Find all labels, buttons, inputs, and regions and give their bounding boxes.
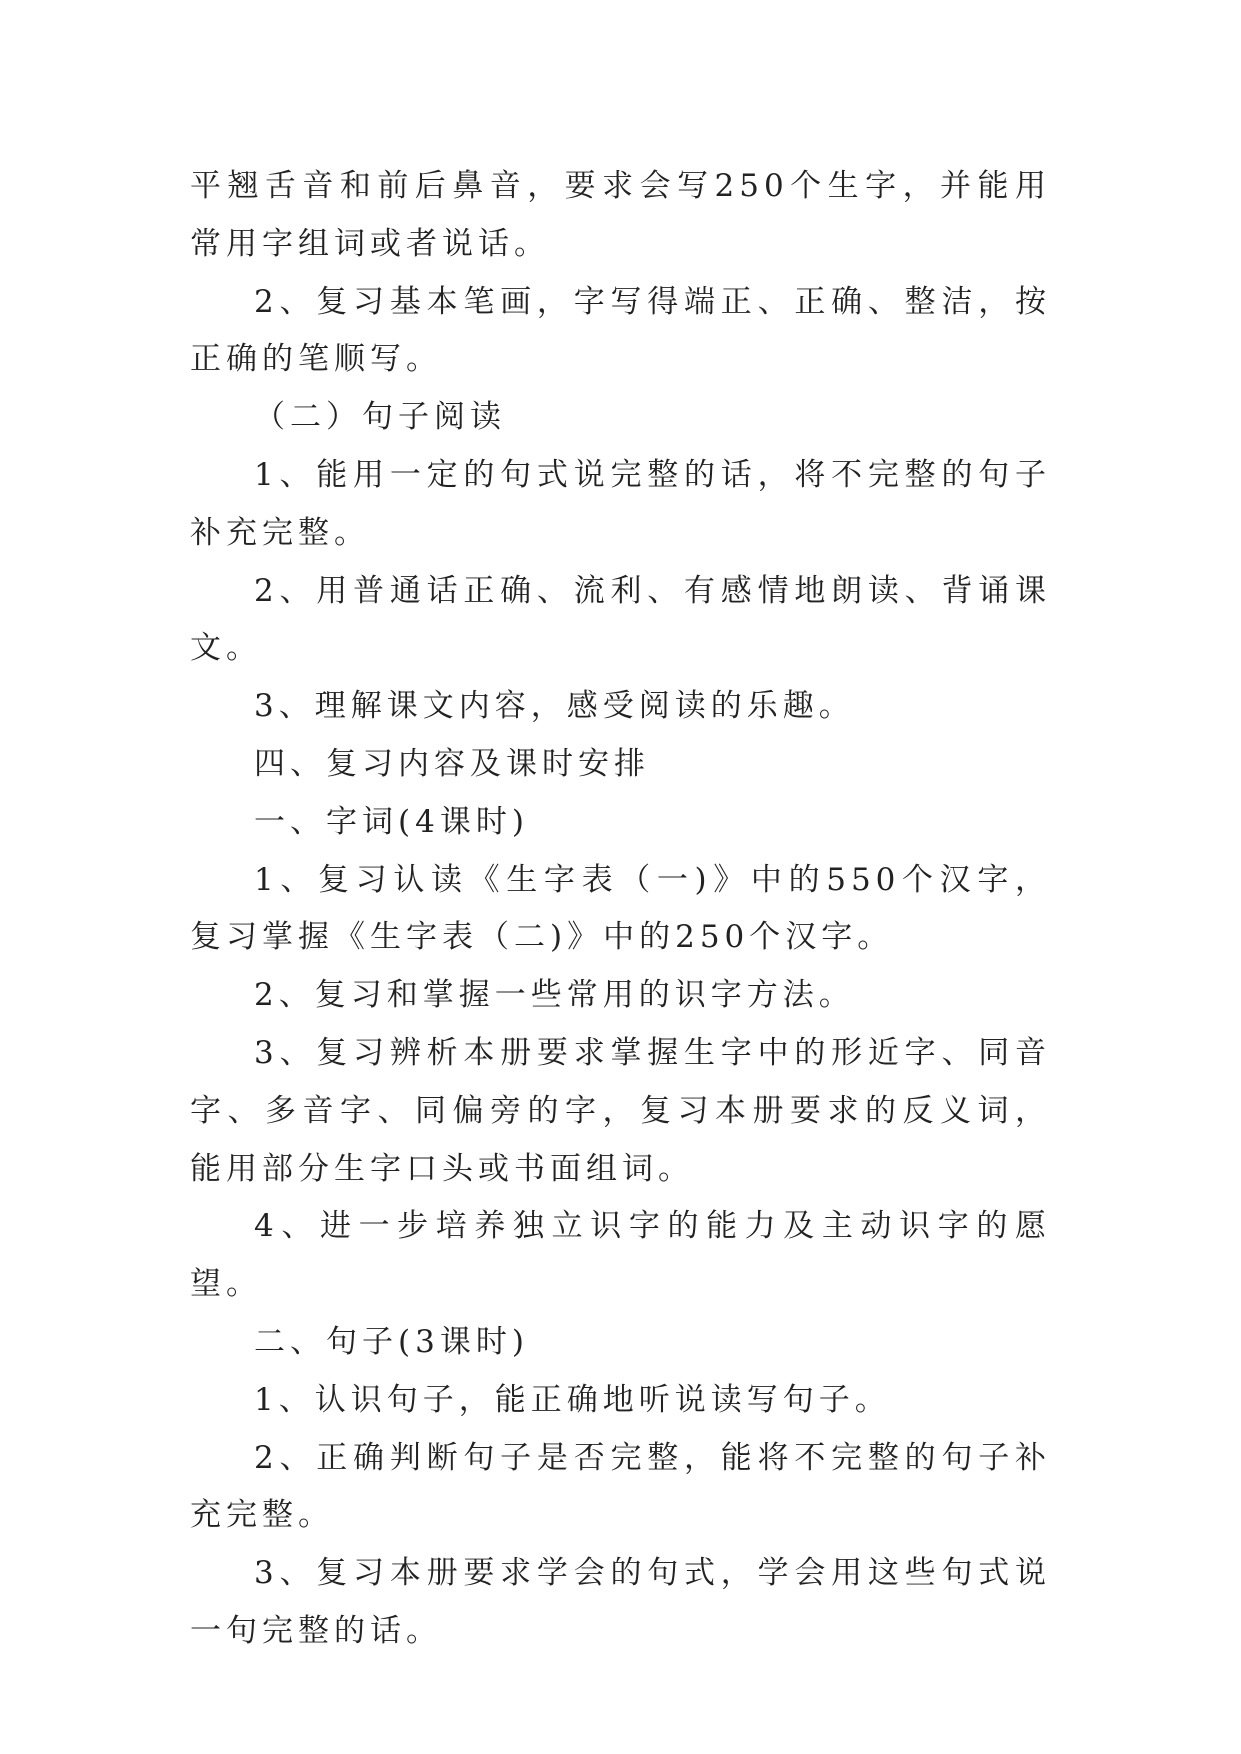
paragraph-item: 3、复习辨析本册要求掌握生字中的形近字、同音字、多音字、同偏旁的字，复习本册要求的反义词，能用部分生字口头或书面组词。 bbox=[190, 1034, 1051, 1187]
paragraph-item: 1、复习认读《生字表（一)》中的550个汉字， 复习掌握《生字表（二)》中的250个汉字。 bbox=[190, 861, 1051, 956]
paragraph-item: 1、能用一定的句式说完整的话，将不完整的句子补充完整。 bbox=[190, 456, 1051, 551]
section-subheading: （二）句子阅读 bbox=[254, 399, 506, 436]
paragraph-continuation: 平翘舌音和前后鼻音，要求会写250个生字，并能用常用字组词或者说话。 bbox=[190, 168, 1051, 262]
section-subheading: 一、字词(4课时) bbox=[254, 803, 529, 840]
paragraph-item: 2、用普通话正确、流利、有感情地朗读、背诵课文。 bbox=[190, 572, 1051, 667]
paragraph-item: 2、正确判断句子是否完整，能将不完整的句子补充完整。 bbox=[190, 1439, 1051, 1534]
section-heading: 四、复习内容及课时安排 bbox=[254, 745, 650, 782]
paragraph-item: 4、进一步培养独立识字的能力及主动识字的愿望。 bbox=[190, 1208, 1051, 1303]
paragraph-item: 1、认识句子，能正确地听说读写句子。 bbox=[254, 1381, 891, 1418]
section-subheading: 二、句子(3课时) bbox=[254, 1323, 529, 1360]
document-body bbox=[190, 158, 1051, 1661]
paragraph-item: 2、复习和掌握一些常用的识字方法。 bbox=[254, 977, 855, 1014]
paragraph-item: 2、复习基本笔画，字写得端正、正确、整洁，按正确的笔顺写。 bbox=[190, 283, 1051, 378]
paragraph-item: 3、理解课文内容，感受阅读的乐趣。 bbox=[254, 688, 855, 725]
paragraph-item: 3、复习本册要求学会的句式，学会用这些句式说一句完整的话。 bbox=[190, 1555, 1051, 1649]
